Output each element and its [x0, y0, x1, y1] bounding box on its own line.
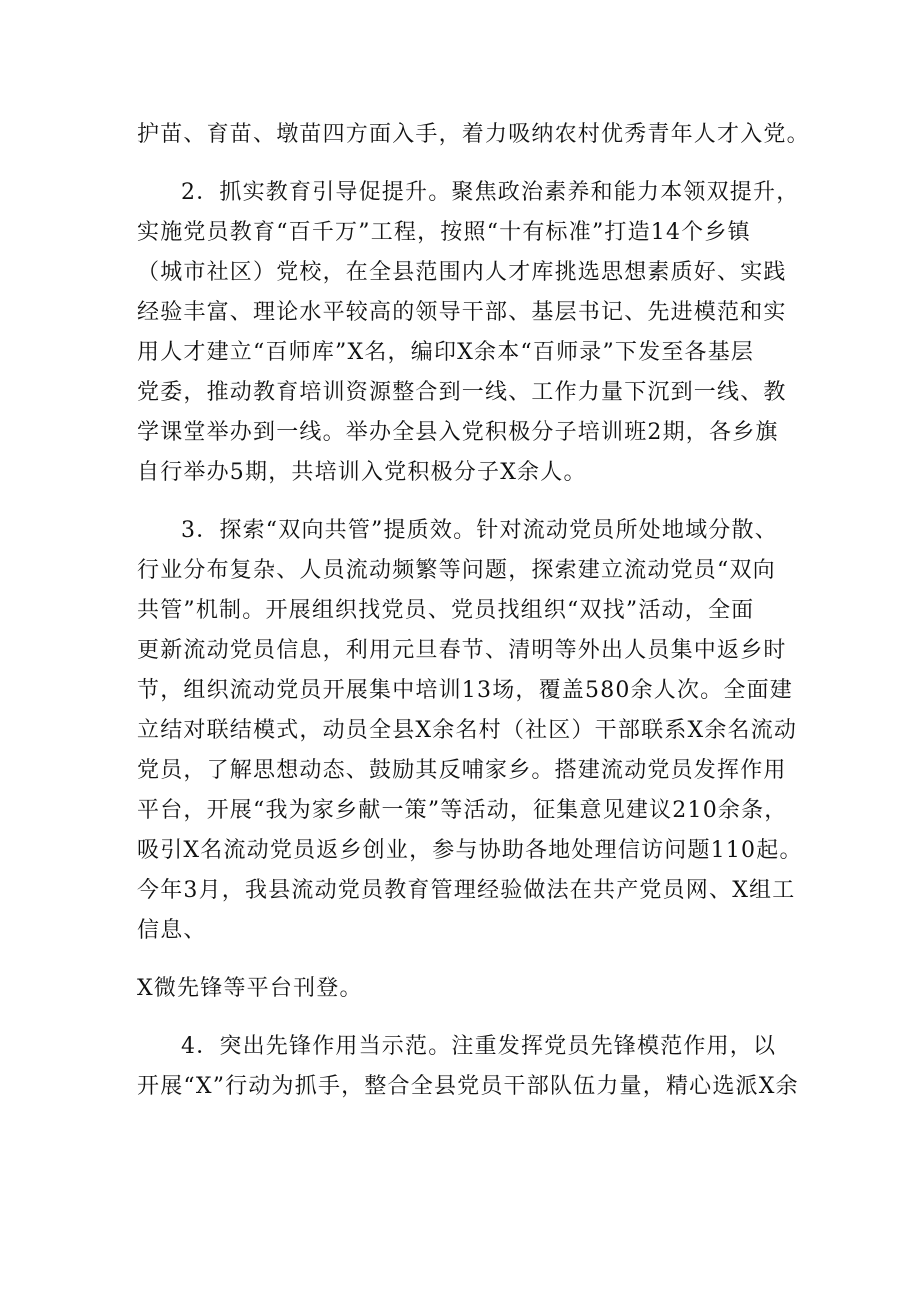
text-line: 平台，开展“我为家乡献一策”等活动，征集意见建议210余条， [137, 798, 788, 823]
text-line: 党委，推动教育培训资源整合到一线、工作力量下沉到一线、教 [137, 380, 787, 405]
text-line: 护苗、育苗、墩苗四方面入手，着力吸纳农村优秀青年人才入党。 [137, 122, 810, 147]
text-line: 经验丰富、理论水平较高的领导干部、基层书记、先进模范和实 [137, 300, 787, 325]
text-line: 共管”机制。开展组织找党员、党员找组织“双找”活动，全面 [137, 598, 755, 623]
text-line: 立结对联结模式，动员全县X余名村（社区）干部联系X余名流动 [137, 718, 798, 743]
text-line: X微先锋等平台刊登。 [137, 976, 363, 1001]
paragraph-3-heading-line: 3．探索“双向共管”提质效。针对流动党员所处地域分散、 [181, 518, 778, 543]
text-line: 自行举办5期，共培训入党积极分子X余人。 [137, 460, 587, 485]
text-line: 行业分布复杂、人员流动频繁等问题，探索建立流动党员“双向 [137, 558, 776, 583]
text-line: 信息、 [137, 918, 207, 943]
text-line: 节，组织流动党员开展集中培训13场，覆盖580余人次。全面建 [137, 678, 793, 703]
paragraph-4-heading-line: 4．突出先锋作用当示范。注重发挥党员先锋模范作用，以 [181, 1034, 777, 1059]
text-line: 党员，了解思想动态、鼓励其反哺家乡。搭建流动党员发挥作用 [137, 758, 787, 783]
text-line: 更新流动党员信息，利用元旦春节、清明等外出人员集中返乡时 [137, 638, 787, 663]
text-line: （城市社区）党校，在全县范围内人才库挑选思想素质好、实践 [137, 260, 787, 285]
text-line: 学课堂举办到一线。举办全县入党积极分子培训班2期，各乡旗 [137, 420, 779, 445]
text-line: 今年3月，我县流动党员教育管理经验做法在共产党员网、X组工 [137, 878, 796, 903]
text-line: 吸引X名流动党员返乡创业，参与协助各地处理信访问题110起。 [137, 838, 803, 863]
text-line: 实施党员教育“百千万”工程，按照“十有标准”打造14个乡镇 [137, 220, 751, 245]
text-line: 开展“X”行动为抓手，整合全县党员干部队伍力量，精心选派X余 [137, 1074, 799, 1099]
text-line: 用人才建立“百师库”X名，编印X余本“百师录”下发至各基层 [137, 340, 755, 365]
paragraph-2-heading-line: 2．抓实教育引导促提升。聚焦政治素养和能力本领双提升， [181, 180, 800, 205]
